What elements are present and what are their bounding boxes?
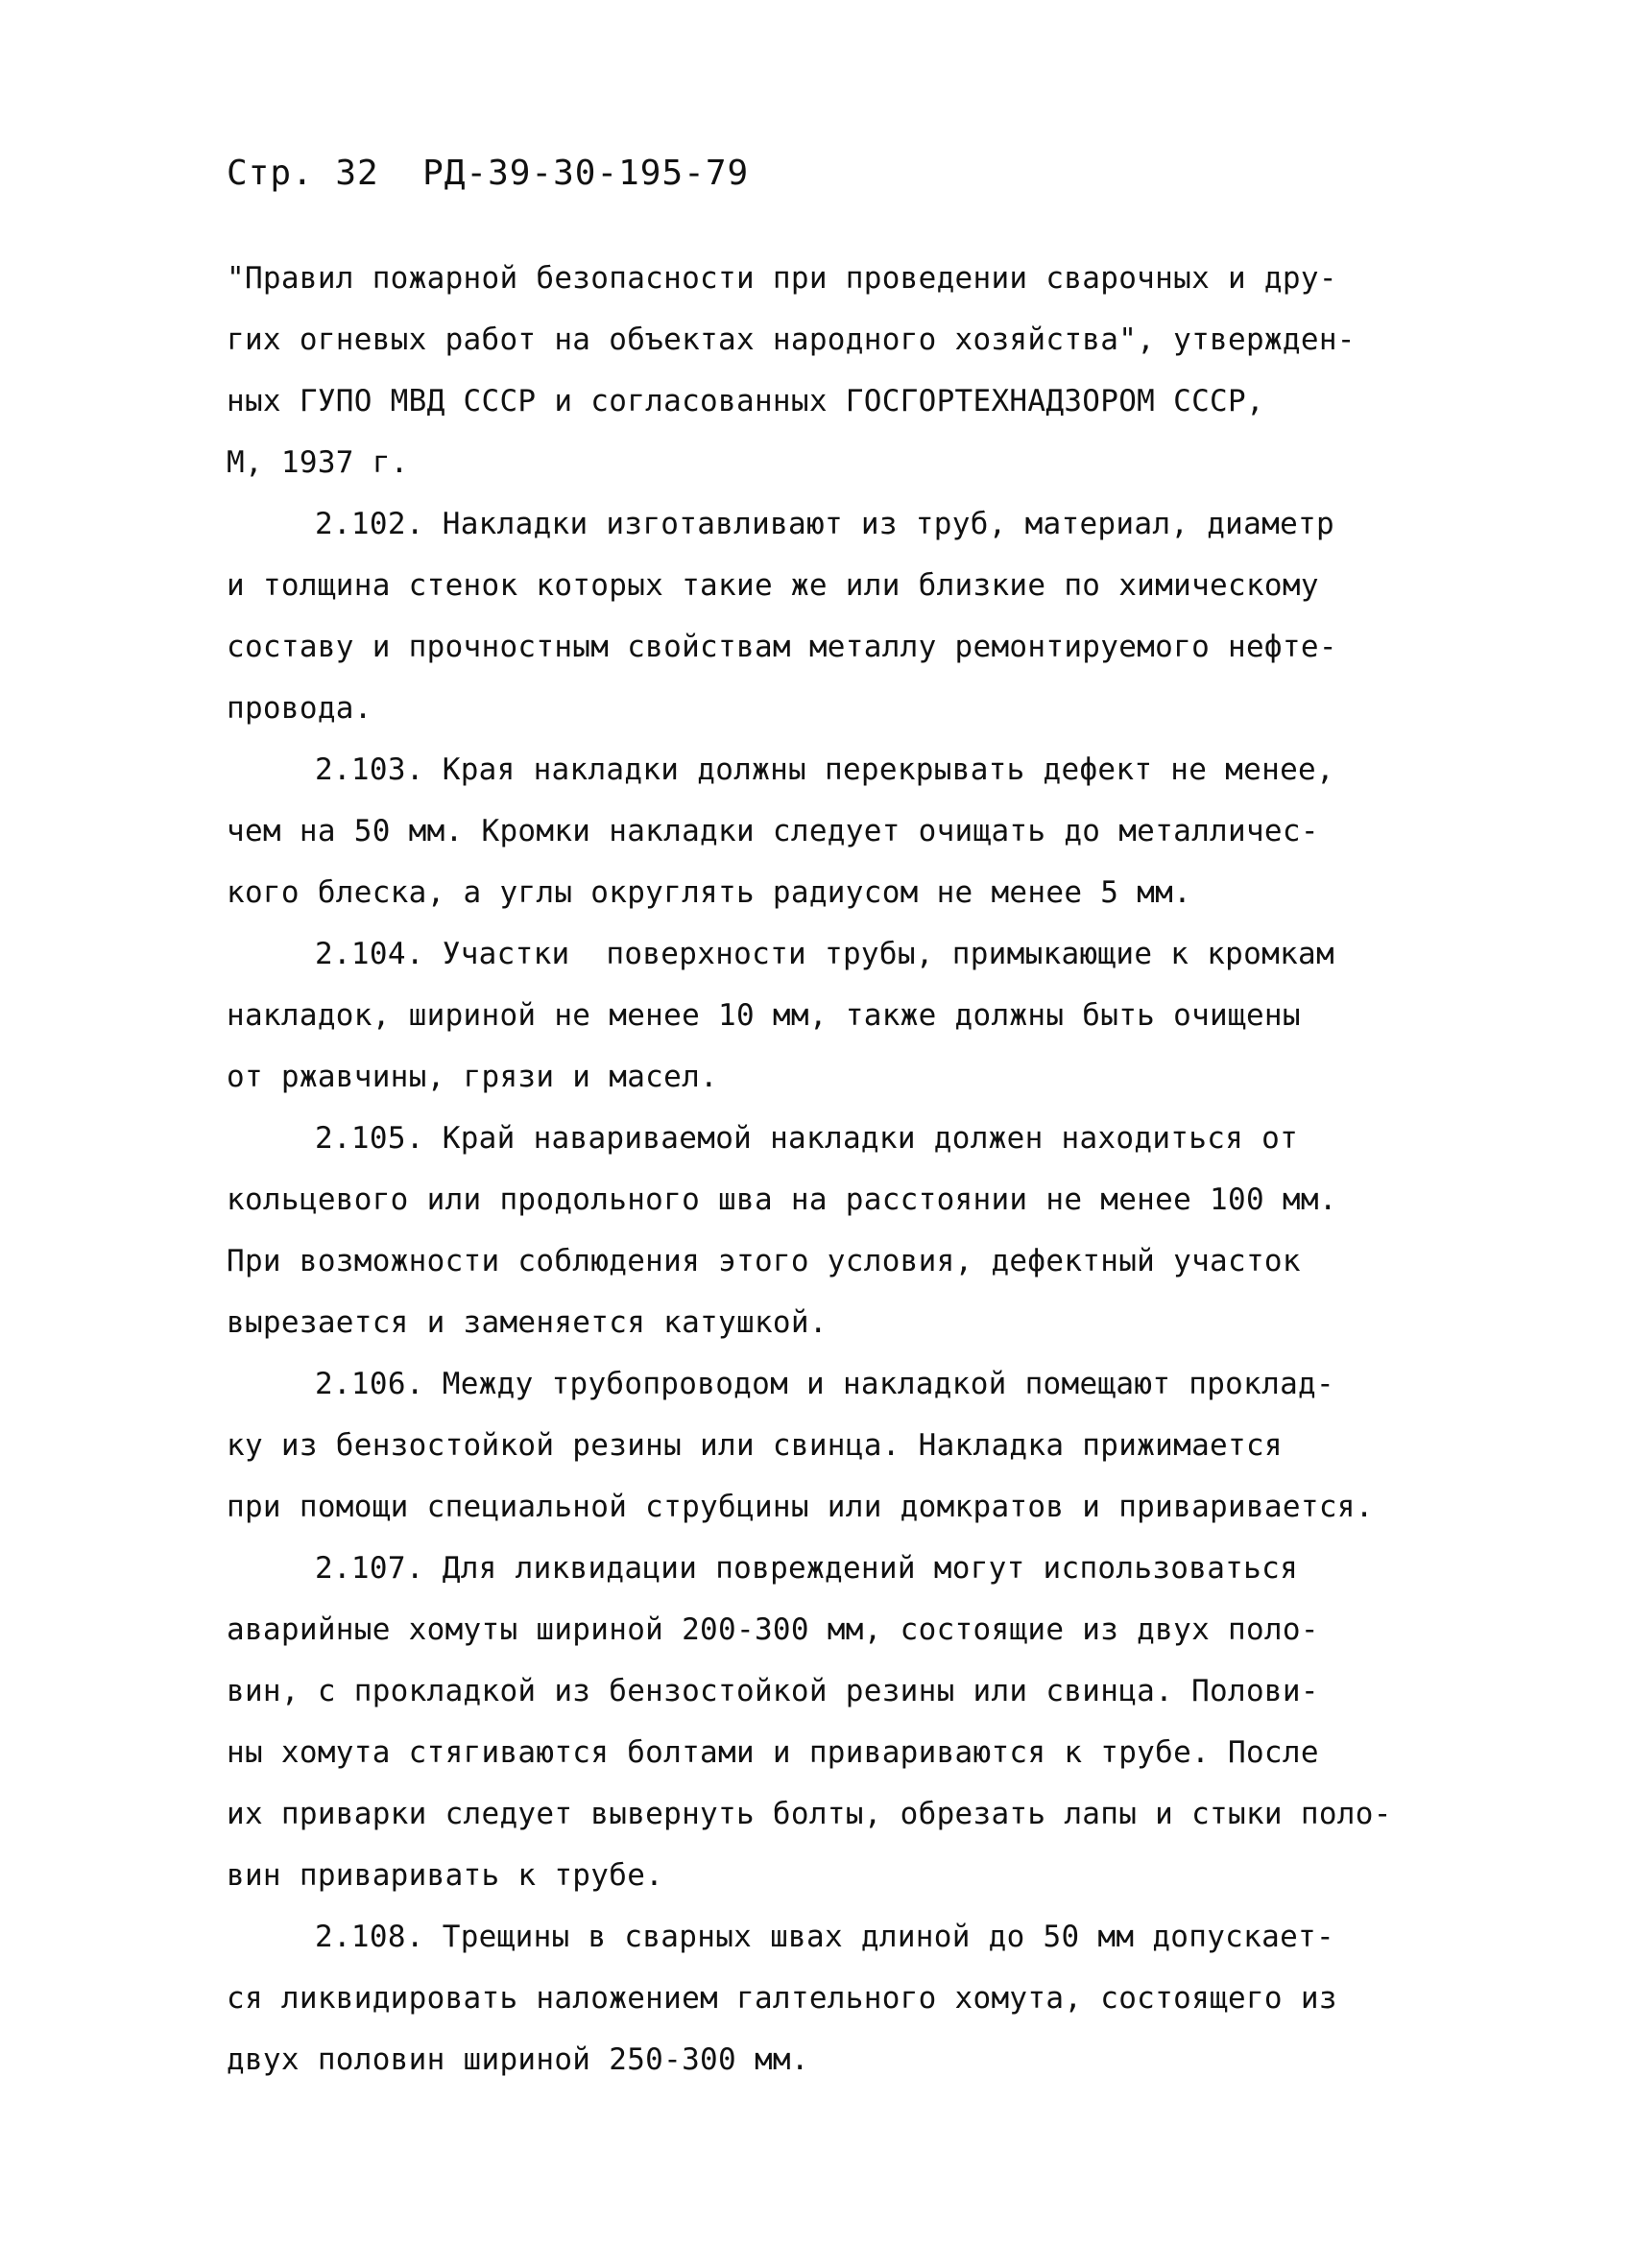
text-line: и толщина стенок которых такие же или близкие по химическому — [227, 568, 1319, 603]
text-line: 2.108. Трещины в сварных швах длиной до 50 мм допускает- — [315, 1920, 1334, 1954]
paragraph-2-102 — [227, 493, 1465, 739]
text-line: 2.107. Для ликвидации повреждений могут использоваться — [315, 1551, 1299, 1586]
text-line: 2.102. Накладки изготавливают из труб, материал, диаметр — [315, 507, 1334, 541]
text-line: гих огневых работ на объектах народного хозяйства", утвержден- — [227, 322, 1356, 357]
text-line: составу и прочностным свойствам металлу ремонтируемого нефте- — [227, 630, 1337, 664]
text-line: при помощи специальной струбцины или домкратов и приваривается. — [227, 1490, 1374, 1524]
text-line: провода. — [227, 691, 372, 726]
text-line: ку из бензостойкой резины или свинца. Накладка прижимается — [227, 1428, 1283, 1463]
paragraph-2-104 — [227, 923, 1465, 1108]
text-line: М, 1937 г. — [227, 445, 409, 480]
paragraph-2-103 — [227, 739, 1465, 923]
text-line: аварийные хомуты шириной 200-300 мм, состоящие из двух поло- — [227, 1612, 1319, 1647]
text-line: накладок, шириной не менее 10 мм, также должны быть очищены — [227, 998, 1301, 1033]
text-line: 2.106. Между трубопроводом и накладкой помещают проклад- — [315, 1367, 1334, 1401]
text-line: их приварки следует вывернуть болты, обрезать лапы и стыки поло- — [227, 1797, 1392, 1831]
text-line: ся ликвидировать наложением галтельного хомута, состоящего из — [227, 1981, 1337, 2016]
page-header: Стр. 32 РД-39-30-195-79 — [227, 154, 750, 193]
text-line: кольцевого или продольного шва на расстоянии не менее 100 мм. — [227, 1182, 1337, 1217]
continuation-block — [227, 248, 1465, 493]
paragraph-2-106 — [227, 1353, 1465, 1538]
text-line: При возможности соблюдения этого условия, дефектный участок — [227, 1244, 1301, 1278]
text-line: вин приваривать к трубе. — [227, 1858, 664, 1893]
paragraph-2-107 — [227, 1538, 1465, 1906]
text-line: ны хомута стягиваются болтами и привариваются к трубе. После — [227, 1735, 1319, 1770]
paragraph-2-105 — [227, 1108, 1465, 1353]
paragraph-2-108 — [227, 1906, 1465, 2090]
text-line: ных ГУПО МВД СССР и согласованных ГОСГОРТЕХНАДЗОРОМ СССР, — [227, 384, 1264, 418]
document-body — [227, 248, 1465, 2090]
text-line: чем на 50 мм. Кромки накладки следует очищать до металличес- — [227, 814, 1319, 848]
text-line: вин, с прокладкой из бензостойкой резины или свинца. Полови- — [227, 1674, 1319, 1708]
text-line: 2.103. Края накладки должны перекрывать дефект не менее, — [315, 752, 1334, 787]
text-line: 2.104. Участки поверхности трубы, примыкающие к кромкам — [315, 937, 1334, 971]
text-line: двух половин шириной 250-300 мм. — [227, 2042, 809, 2077]
text-line: кого блеска, а углы округлять радиусом не менее 5 мм. — [227, 875, 1192, 910]
text-line: 2.105. Край навариваемой накладки должен находиться от — [315, 1121, 1299, 1156]
text-line: "Правил пожарной безопасности при проведении сварочных и дру- — [227, 261, 1337, 296]
text-line: вырезается и заменяется катушкой. — [227, 1305, 828, 1340]
text-line: от ржавчины, грязи и масел. — [227, 1060, 719, 1094]
